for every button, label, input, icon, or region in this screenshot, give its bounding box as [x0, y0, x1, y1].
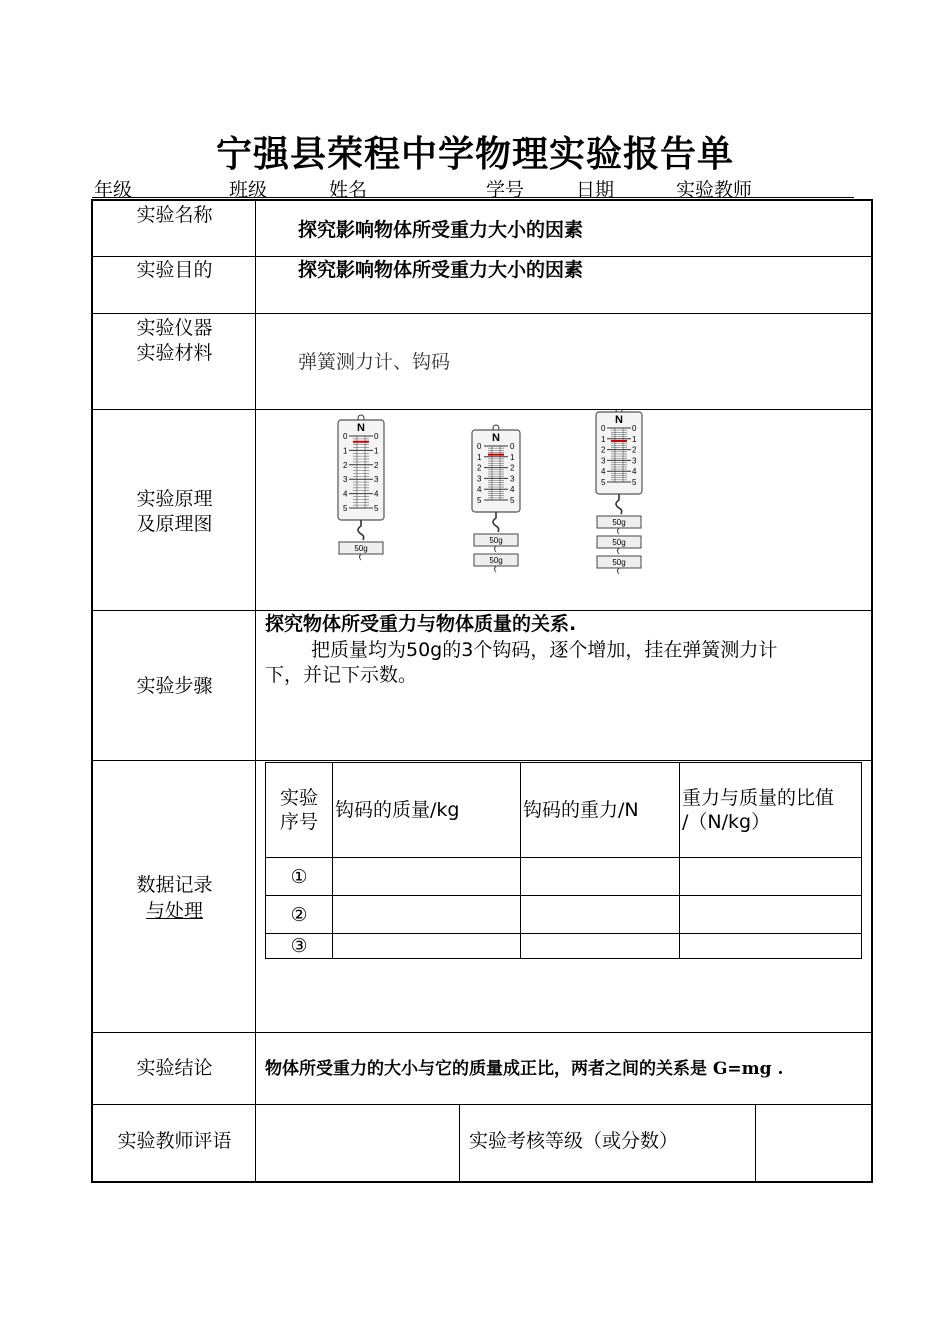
scale-hook — [616, 494, 622, 514]
table-row — [266, 858, 862, 896]
steps-line-1: 把质量均为50g的3个钩码，逐个增加，挂在弹簧测力计 — [311, 639, 778, 661]
scale-tick-label: 1 — [632, 434, 637, 444]
data-table — [265, 762, 862, 959]
mass-cell[interactable] — [333, 858, 521, 896]
weight-label: 50g — [354, 544, 368, 553]
scale-tick-label: 5 — [374, 504, 379, 513]
weight-hook — [360, 554, 362, 560]
weight-cell[interactable] — [521, 858, 680, 896]
data-processing-label: 与处理 — [145, 900, 203, 922]
row-divider — [93, 313, 871, 314]
mass-cell[interactable] — [333, 896, 521, 934]
scale-tick-label: 5 — [477, 496, 482, 505]
mass-cell[interactable] — [333, 934, 521, 959]
experiment-name-value: 探究影响物体所受重力大小的因素 — [298, 219, 584, 241]
weight-hook — [618, 528, 620, 534]
steps-line-2: 下，并记下示数。 — [265, 664, 418, 686]
scale-hook — [493, 512, 499, 532]
row-divider — [93, 1032, 871, 1033]
scale-tick-label: 3 — [477, 474, 482, 484]
header-seq: 实验 序号 — [266, 763, 333, 858]
scale-tick-label: 4 — [632, 467, 637, 477]
page-title: 宁强县荣程中学物理实验报告单 — [215, 134, 734, 175]
ratio-cell[interactable] — [680, 934, 862, 959]
equipment-label: 实验仪器 — [136, 317, 213, 339]
header-mass: 钩码的质量/kg — [333, 763, 521, 858]
experiment-purpose-value: 探究影响物体所受重力大小的因素 — [298, 259, 584, 281]
ratio-cell[interactable] — [680, 858, 862, 896]
weight-hook — [618, 568, 620, 574]
scale-tick-label: 0 — [343, 432, 348, 441]
evaluation-divider — [755, 1104, 756, 1181]
teacher-comment-label: 实验教师评语 — [117, 1130, 232, 1152]
table-row — [266, 896, 862, 934]
header-weight: 钩码的重力/N — [521, 763, 680, 858]
scale-slot — [615, 428, 623, 482]
weight-label: 50g — [489, 556, 503, 565]
conclusion-value: 物体所受重力的大小与它的质量成正比，两者之间的关系是 G=mg . — [265, 1059, 784, 1079]
assessment-grade-label: 实验考核等级（或分数） — [469, 1130, 679, 1152]
evaluation-divider — [459, 1104, 460, 1181]
name-label: 姓名 — [329, 179, 368, 201]
row-divider — [93, 610, 871, 611]
scale-tick-label: 3 — [632, 456, 637, 466]
scale-tick-label: 4 — [477, 485, 482, 495]
equipment-value: 弹簧测力计、钩码 — [298, 351, 451, 373]
teacher-label: 实验教师 — [676, 179, 753, 201]
steps-heading: 探究物体所受重力与物体质量的关系. — [265, 613, 577, 635]
scale-tick-label: 4 — [510, 485, 515, 495]
weight-label: 50g — [612, 518, 626, 527]
row-id: ③ — [266, 934, 333, 959]
scale-tick-label: 3 — [601, 456, 606, 466]
scale-unit-label: N — [615, 414, 623, 426]
scale-tick-label: 1 — [477, 452, 482, 462]
scale-hook — [358, 520, 364, 540]
scale-tick-label: 0 — [632, 424, 637, 433]
materials-label: 实验材料 — [136, 342, 213, 364]
weight-label: 50g — [612, 558, 626, 567]
student-id-label: 学号 — [486, 179, 525, 201]
scale-tick-label: 2 — [632, 445, 637, 455]
class-label: 班级 — [229, 179, 268, 201]
scale-tick-label: 2 — [343, 460, 348, 470]
scale-tick-label: 2 — [510, 463, 515, 473]
scale-tick-label: 0 — [477, 442, 482, 451]
scale-tick-label: 5 — [510, 496, 515, 505]
scale-tick-label: 5 — [343, 504, 348, 513]
weight-label: 50g — [612, 538, 626, 547]
steps-label: 实验步骤 — [136, 675, 213, 697]
conclusion-label: 实验结论 — [136, 1057, 213, 1079]
scale-tick-label: 3 — [510, 474, 515, 484]
spring-scale-diagram — [320, 410, 680, 585]
scale-tick-label: 2 — [477, 463, 482, 473]
scale-tick-label: 1 — [374, 446, 379, 456]
header-ratio: 重力与质量的比值 /（N/kg） — [680, 763, 862, 858]
row-divider — [93, 256, 871, 257]
principle-diagram-label: 及原理图 — [136, 513, 213, 535]
grade-label: 年级 — [94, 179, 133, 201]
scale-tick-label: 4 — [374, 489, 379, 499]
scale-slot — [357, 436, 365, 508]
scale-tick-label: 2 — [601, 445, 606, 455]
date-label: 日期 — [576, 179, 615, 201]
header-underline — [92, 197, 854, 198]
row-divider — [93, 760, 871, 761]
weight-hook — [495, 546, 497, 552]
experiment-name-label: 实验名称 — [136, 204, 213, 226]
scale-tick-label: 3 — [374, 475, 379, 485]
weight-label: 50g — [489, 536, 503, 545]
weight-cell[interactable] — [521, 896, 680, 934]
row-id: ① — [266, 858, 333, 896]
scale-tick-label: 1 — [510, 452, 515, 462]
weight-cell[interactable] — [521, 934, 680, 959]
principle-label: 实验原理 — [136, 488, 213, 510]
table-row — [266, 934, 862, 959]
ratio-cell[interactable] — [680, 896, 862, 934]
scale-tick-label: 4 — [601, 467, 606, 477]
weight-hook — [618, 548, 620, 554]
scale-tick-label: 1 — [343, 446, 348, 456]
experiment-purpose-label: 实验目的 — [136, 259, 213, 281]
scale-unit-label: N — [492, 432, 500, 444]
scale-unit-label: N — [357, 422, 365, 434]
scale-tick-label: 0 — [374, 432, 379, 441]
scale-tick-label: 0 — [601, 424, 606, 433]
scale-tick-label: 0 — [510, 442, 515, 451]
scale-tick-label: 1 — [601, 434, 606, 444]
table-header-row — [266, 763, 862, 858]
scale-tick-label: 2 — [374, 460, 379, 470]
scale-tick-label: 5 — [601, 478, 606, 487]
scale-tick-label: 4 — [343, 489, 348, 499]
scale-tick-label: 5 — [632, 478, 637, 487]
weight-hook — [495, 566, 497, 572]
scale-tick-label: 3 — [343, 475, 348, 485]
data-record-label: 数据记录 — [136, 874, 213, 896]
row-id: ② — [266, 896, 333, 934]
